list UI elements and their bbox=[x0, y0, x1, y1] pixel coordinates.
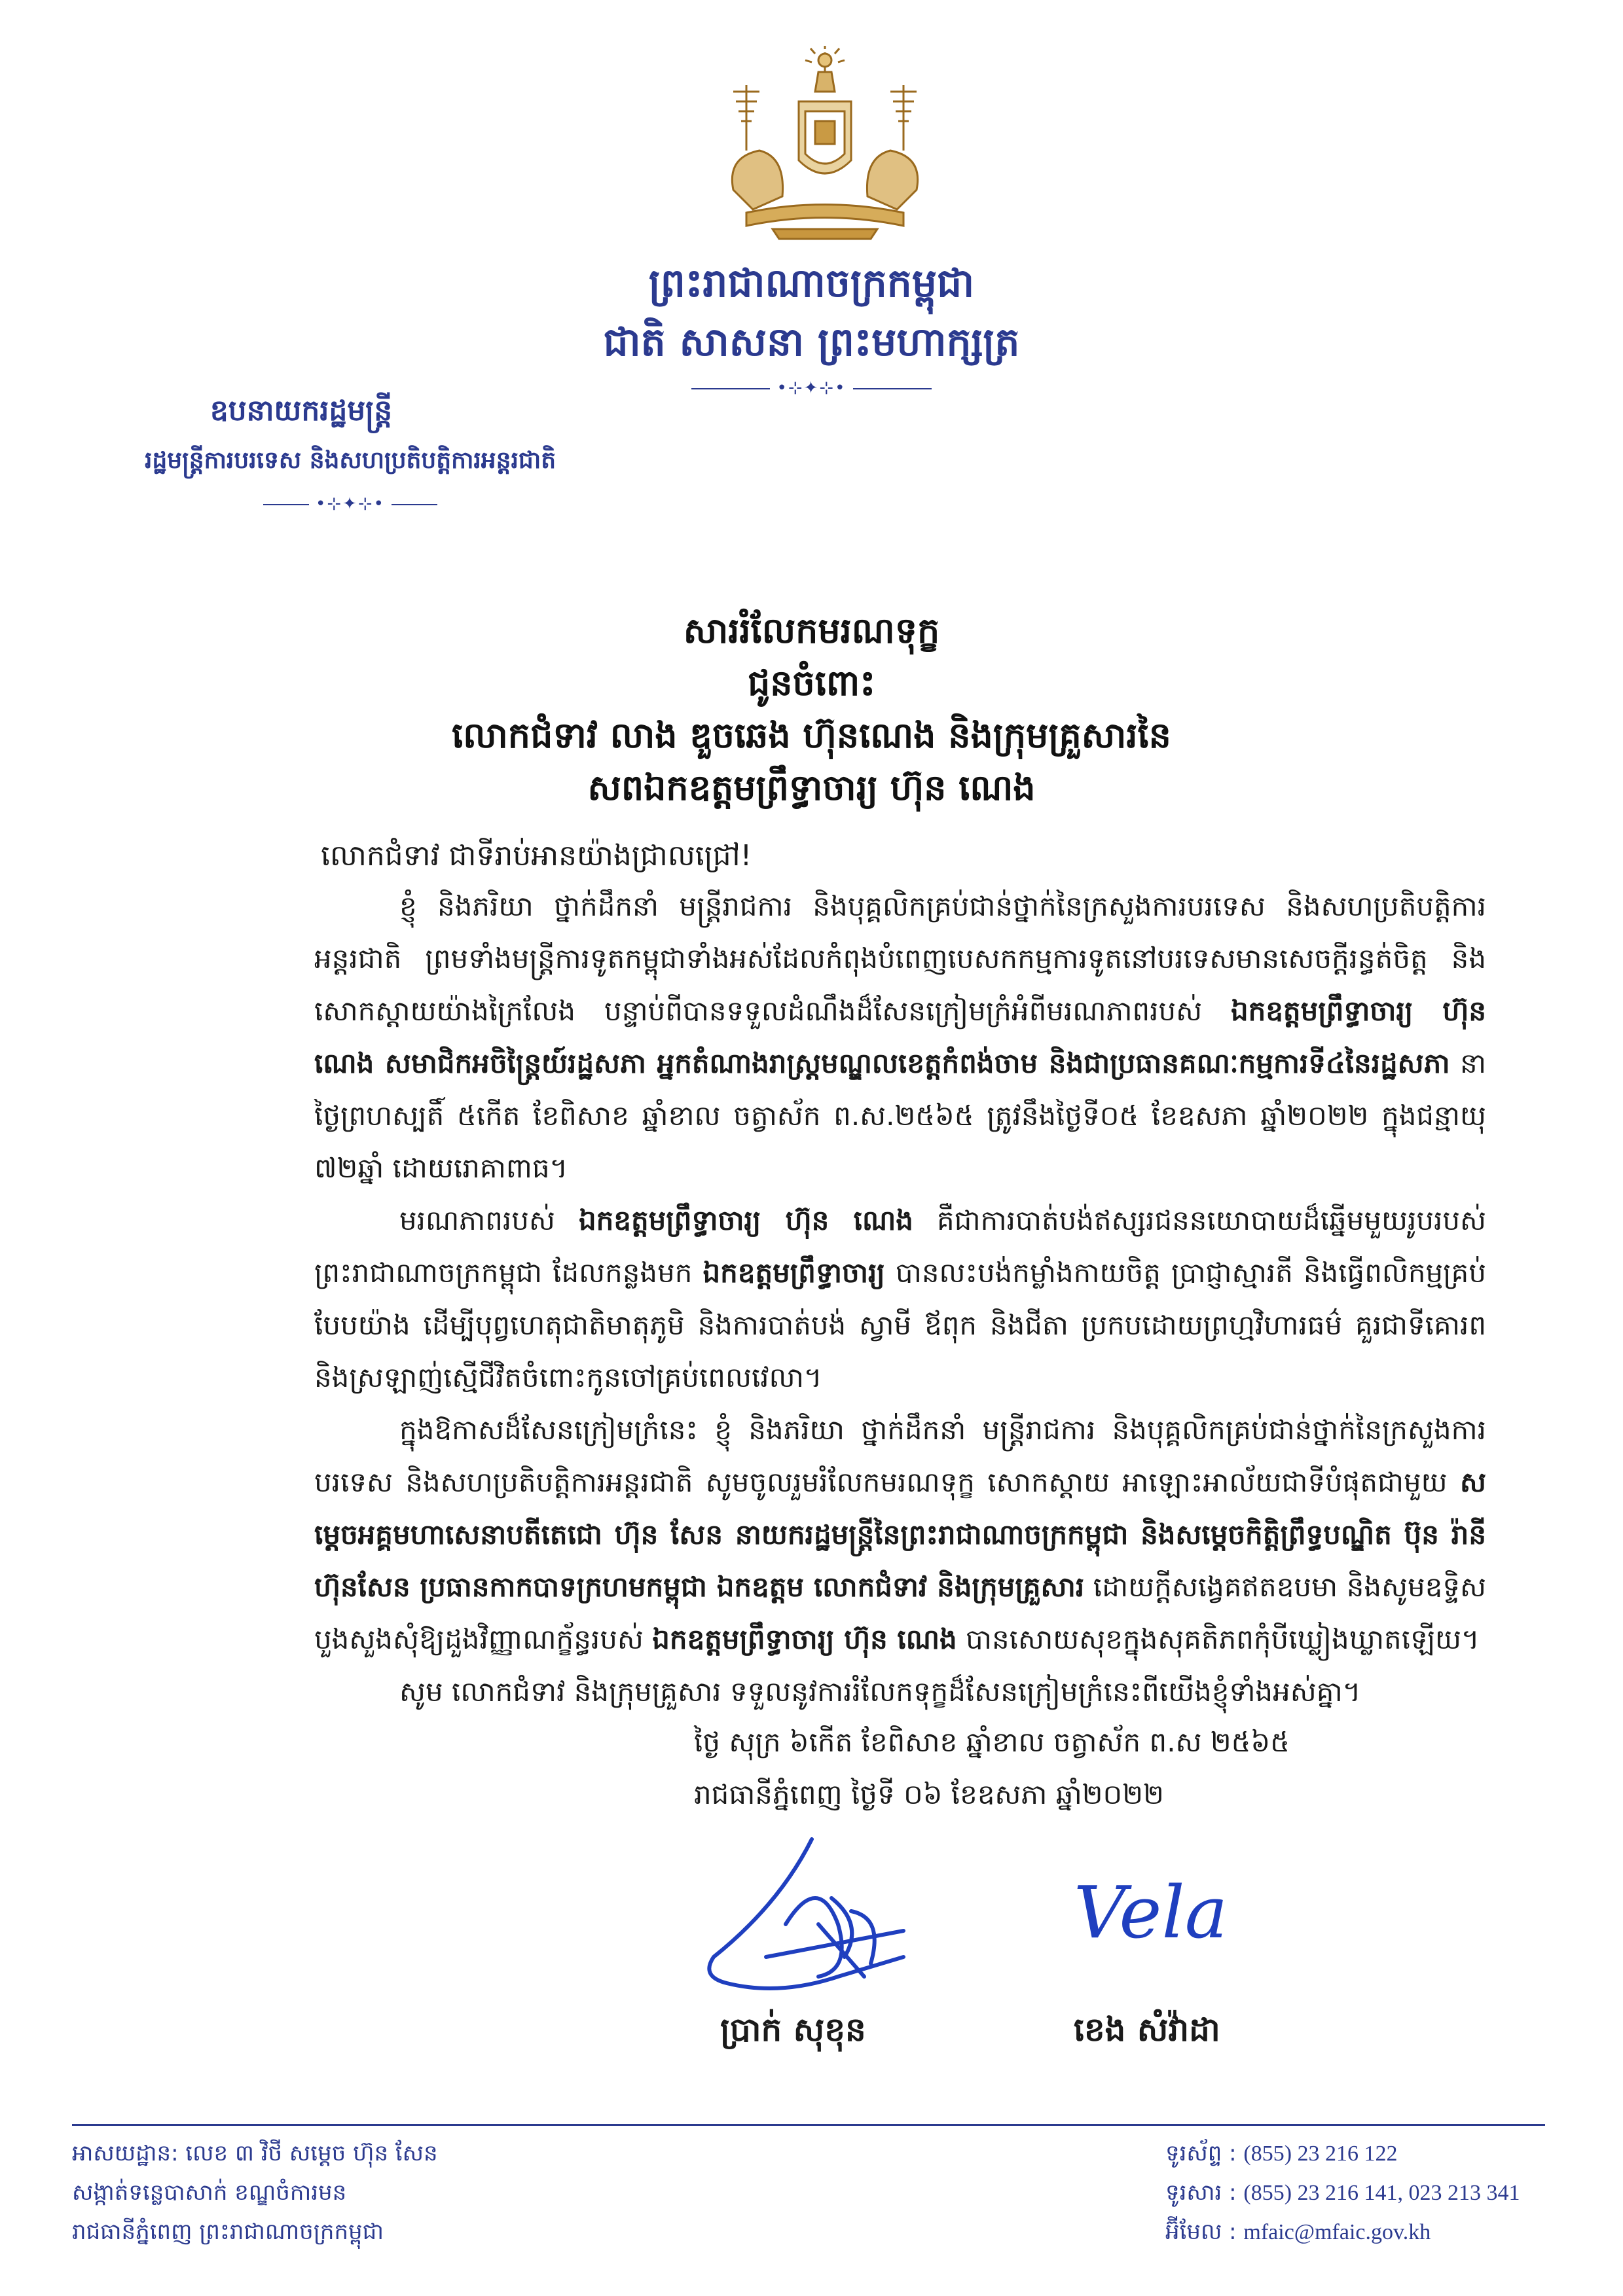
letter-title: សាររំលែកមរណទុក្ខ bbox=[683, 610, 940, 651]
phone-number: (855) 23 216 122 bbox=[1243, 2142, 1398, 2166]
footer-address-line2: សង្កាត់ទន្លេបាសាក់ ខណ្ឌចំការមន bbox=[72, 2179, 347, 2206]
handwritten-signature-right-icon bbox=[1061, 1872, 1336, 1977]
email-label: អ៊ីមែល : bbox=[1165, 2219, 1237, 2245]
ornament-divider: •⊹✦⊹• bbox=[0, 378, 1623, 398]
paragraph-2: មរណភាពរបស់ ឯកឧត្តមព្រឹទ្ធាចារ្យ ហ៊ុន ណេង គឺជាការបាត់បង់ឥស្សរជននយោបាយដ៏ឆ្នើមមួយរូបរបស់ព្រះរាជាណាចក្រកម្ពុជា ដែលកន្លងមក ឯកឧត្តមព្រឹទ្ធាចារ្យ បានលះបង់កម្លាំងកាយចិត្ត ប្រាជ្ញាស្មារតី និងធ្វើពលិកម្មគ្រប់បែបយ៉ាង ដើម្បីបុព្វហេតុជាតិមាតុភូមិ និងការបាត់បង់ ស្វាមី ឪពុក និងជីតា ប្រកបដោយព្រហ្មវិហារធម៌ គួរជាទីគោរព និងស្រឡាញ់ស្មើជីវិតចំពោះកូនចៅគ្រប់ពេលវេលា។ bbox=[314, 1204, 1486, 1393]
recipient-line: លោកជំទាវ លាង ឌួចឆេង ហ៊ុនណេង និងក្រុមគ្រួសារនៃ bbox=[452, 715, 1171, 756]
paragraph-4: សូម លោកជំទាវ និងក្រុមគ្រួសារ ទទួលនូវការរំលែកទុក្ខដ៏សែនក្រៀមក្រំនេះពីយើងខ្ញុំទាំងអស់គ្នា។ bbox=[399, 1676, 1361, 1708]
royal-coat-of-arms-emblem bbox=[707, 46, 943, 242]
left-signature bbox=[687, 1826, 962, 2036]
deputy-pm-title: ឧបនាយករដ្ឋមន្ត្រី bbox=[210, 394, 393, 427]
right-signature bbox=[1061, 1872, 1336, 1977]
ministry-ornament-divider: •⊹✦⊹• bbox=[72, 494, 629, 514]
fax-label: ទូរសារ : bbox=[1165, 2179, 1237, 2206]
kingdom-title: ព្រះរាជាណាចក្រកម្ពុជា bbox=[648, 260, 975, 306]
greeting: លោកជំទាវ ជាទីរាប់អានយ៉ាងជ្រាលជ្រៅ! bbox=[321, 839, 752, 872]
footer-address-line1: អាសយដ្ឋាន: លេខ ៣ វិថី សម្តេច ហ៊ុន សែន bbox=[72, 2140, 438, 2166]
footer-address-line3: រាជធានីភ្នំពេញ ព្រះរាជាណាចក្រកម្ពុជា bbox=[72, 2219, 384, 2245]
left-signatory-name: ប្រាក់ សុខុន bbox=[720, 2011, 866, 2049]
footer-email bbox=[1165, 2217, 1431, 2250]
footer-phone bbox=[1165, 2139, 1398, 2172]
national-motto: ជាតិ សាសនា ព្រះមហាក្សត្រ bbox=[603, 319, 1020, 365]
right-signature-text: Vela bbox=[1074, 1872, 1228, 1954]
lunar-date: ថ្ងៃ សុក្រ ៦កើត ខែពិសាខ ឆ្នាំខាល ចត្វាស័ក ព.ស ២៥៦៥ bbox=[694, 1726, 1290, 1758]
right-signatory-name: ខេង សំវ៉ាដា bbox=[1074, 2011, 1220, 2049]
fax-number: (855) 23 216 141, 023 213 341 bbox=[1243, 2181, 1520, 2205]
coat-of-arms-icon bbox=[707, 46, 943, 242]
handwritten-signature-icon bbox=[687, 1826, 962, 2036]
minister-title: រដ្ឋមន្ត្រីការបរទេស និងសហប្រតិបត្តិការអន្តរជាតិ bbox=[144, 447, 556, 474]
paragraph-1: ខ្ញុំ និងភរិយា ថ្នាក់ដឹកនាំ មន្ត្រីរាជការ និងបុគ្គលិកគ្រប់ជាន់ថ្នាក់នៃក្រសួងការបរទេស និងសហប្រតិបត្តិការអន្តរជាតិ ព្រមទាំងមន្ត្រីការទូតកម្ពុជាទាំងអស់ដែលកំពុងបំពេញបេសកកម្មការទូតនៅបរទេសមានសេចក្តីរន្ធត់ចិត្ត និងសោកស្តាយយ៉ាងក្រៃលែង បន្ទាប់ពីបានទទួលដំណឹងដ៏សែនក្រៀមក្រំអំពីមរណភាពរបស់ ឯកឧត្តមព្រឹទ្ធាចារ្យ ហ៊ុន ណេង សមាជិកអចិន្ត្រៃយ៍រដ្ឋសភា អ្នកតំណាងរាស្ត្រមណ្ឌលខេត្តកំពង់ចាម និងជាប្រធានគណៈកម្មការទី៤នៃរដ្ឋសភា នាថ្ងៃព្រហស្បតិ៍ ៥កើត ខែពិសាខ ឆ្នាំខាល ចត្វាស័ក ព.ស.២៥៦៥ ត្រូវនឹងថ្ងៃទី០៥ ខែឧសភា ឆ្នាំ២០២២ ក្នុងជន្មាយុ ៧២ឆ្នាំ ដោយរោគាពាធ។ bbox=[314, 890, 1487, 1184]
paragraph-3: ក្នុងឱកាសដ៏សែនក្រៀមក្រំនេះ ខ្ញុំ និងភរិយា ថ្នាក់ដឹកនាំ មន្ត្រីរាជការ និងបុគ្គលិកគ្រប់ជាន់ថ្នាក់នៃក្រសួងការបរទេស និងសហប្រតិបត្តិការអន្តរជាតិ សូមចូលរួមរំលែកមរណទុក្ខ សោកស្តាយ អាឡោះអាល័យជាទីបំផុតជាមួយ សម្តេចអគ្គមហាសេនាបតីតេជោ ហ៊ុន សែន នាយករដ្ឋមន្ត្រីនៃព្រះរាជាណាចក្រកម្ពុជា និងសម្តេចកិត្តិព្រឹទ្ធបណ្ឌិត ប៊ុន រ៉ានី ហ៊ុនសែន ប្រធានកាកបាទក្រហមកម្ពុជា ឯកឧត្តម លោកជំទាវ និងក្រុមគ្រួសារ ដោយក្តីសង្វេគឥតឧបមា និងសូមឧទ្ទិសបួងសួងសុំឱ្យដួងវិញ្ញាណក្ខ័ន្ធរបស់ ឯកឧត្តមព្រឹទ្ធាចារ្យ ហ៊ុន ណេង បានសោយសុខក្នុងសុគតិភពកុំបីឃ្លៀងឃ្លាតឡើយ។ bbox=[314, 1414, 1486, 1655]
addressed-to: ជូនចំពោះ bbox=[747, 662, 876, 704]
solar-date: រាជធានីភ្នំពេញ ថ្ងៃទី ០៦ ខែឧសភា ឆ្នាំ២០២២ bbox=[694, 1778, 1164, 1810]
phone-label: ទូរស័ព្ទ : bbox=[1165, 2140, 1237, 2166]
footer-fax bbox=[1165, 2178, 1520, 2211]
email-link[interactable]: mfaic@mfaic.gov.kh bbox=[1243, 2220, 1431, 2244]
deceased-line: សពឯកឧត្តមព្រឹទ្ធាចារ្យ ហ៊ុន ណេង bbox=[587, 767, 1036, 808]
footer-divider bbox=[72, 2124, 1545, 2126]
